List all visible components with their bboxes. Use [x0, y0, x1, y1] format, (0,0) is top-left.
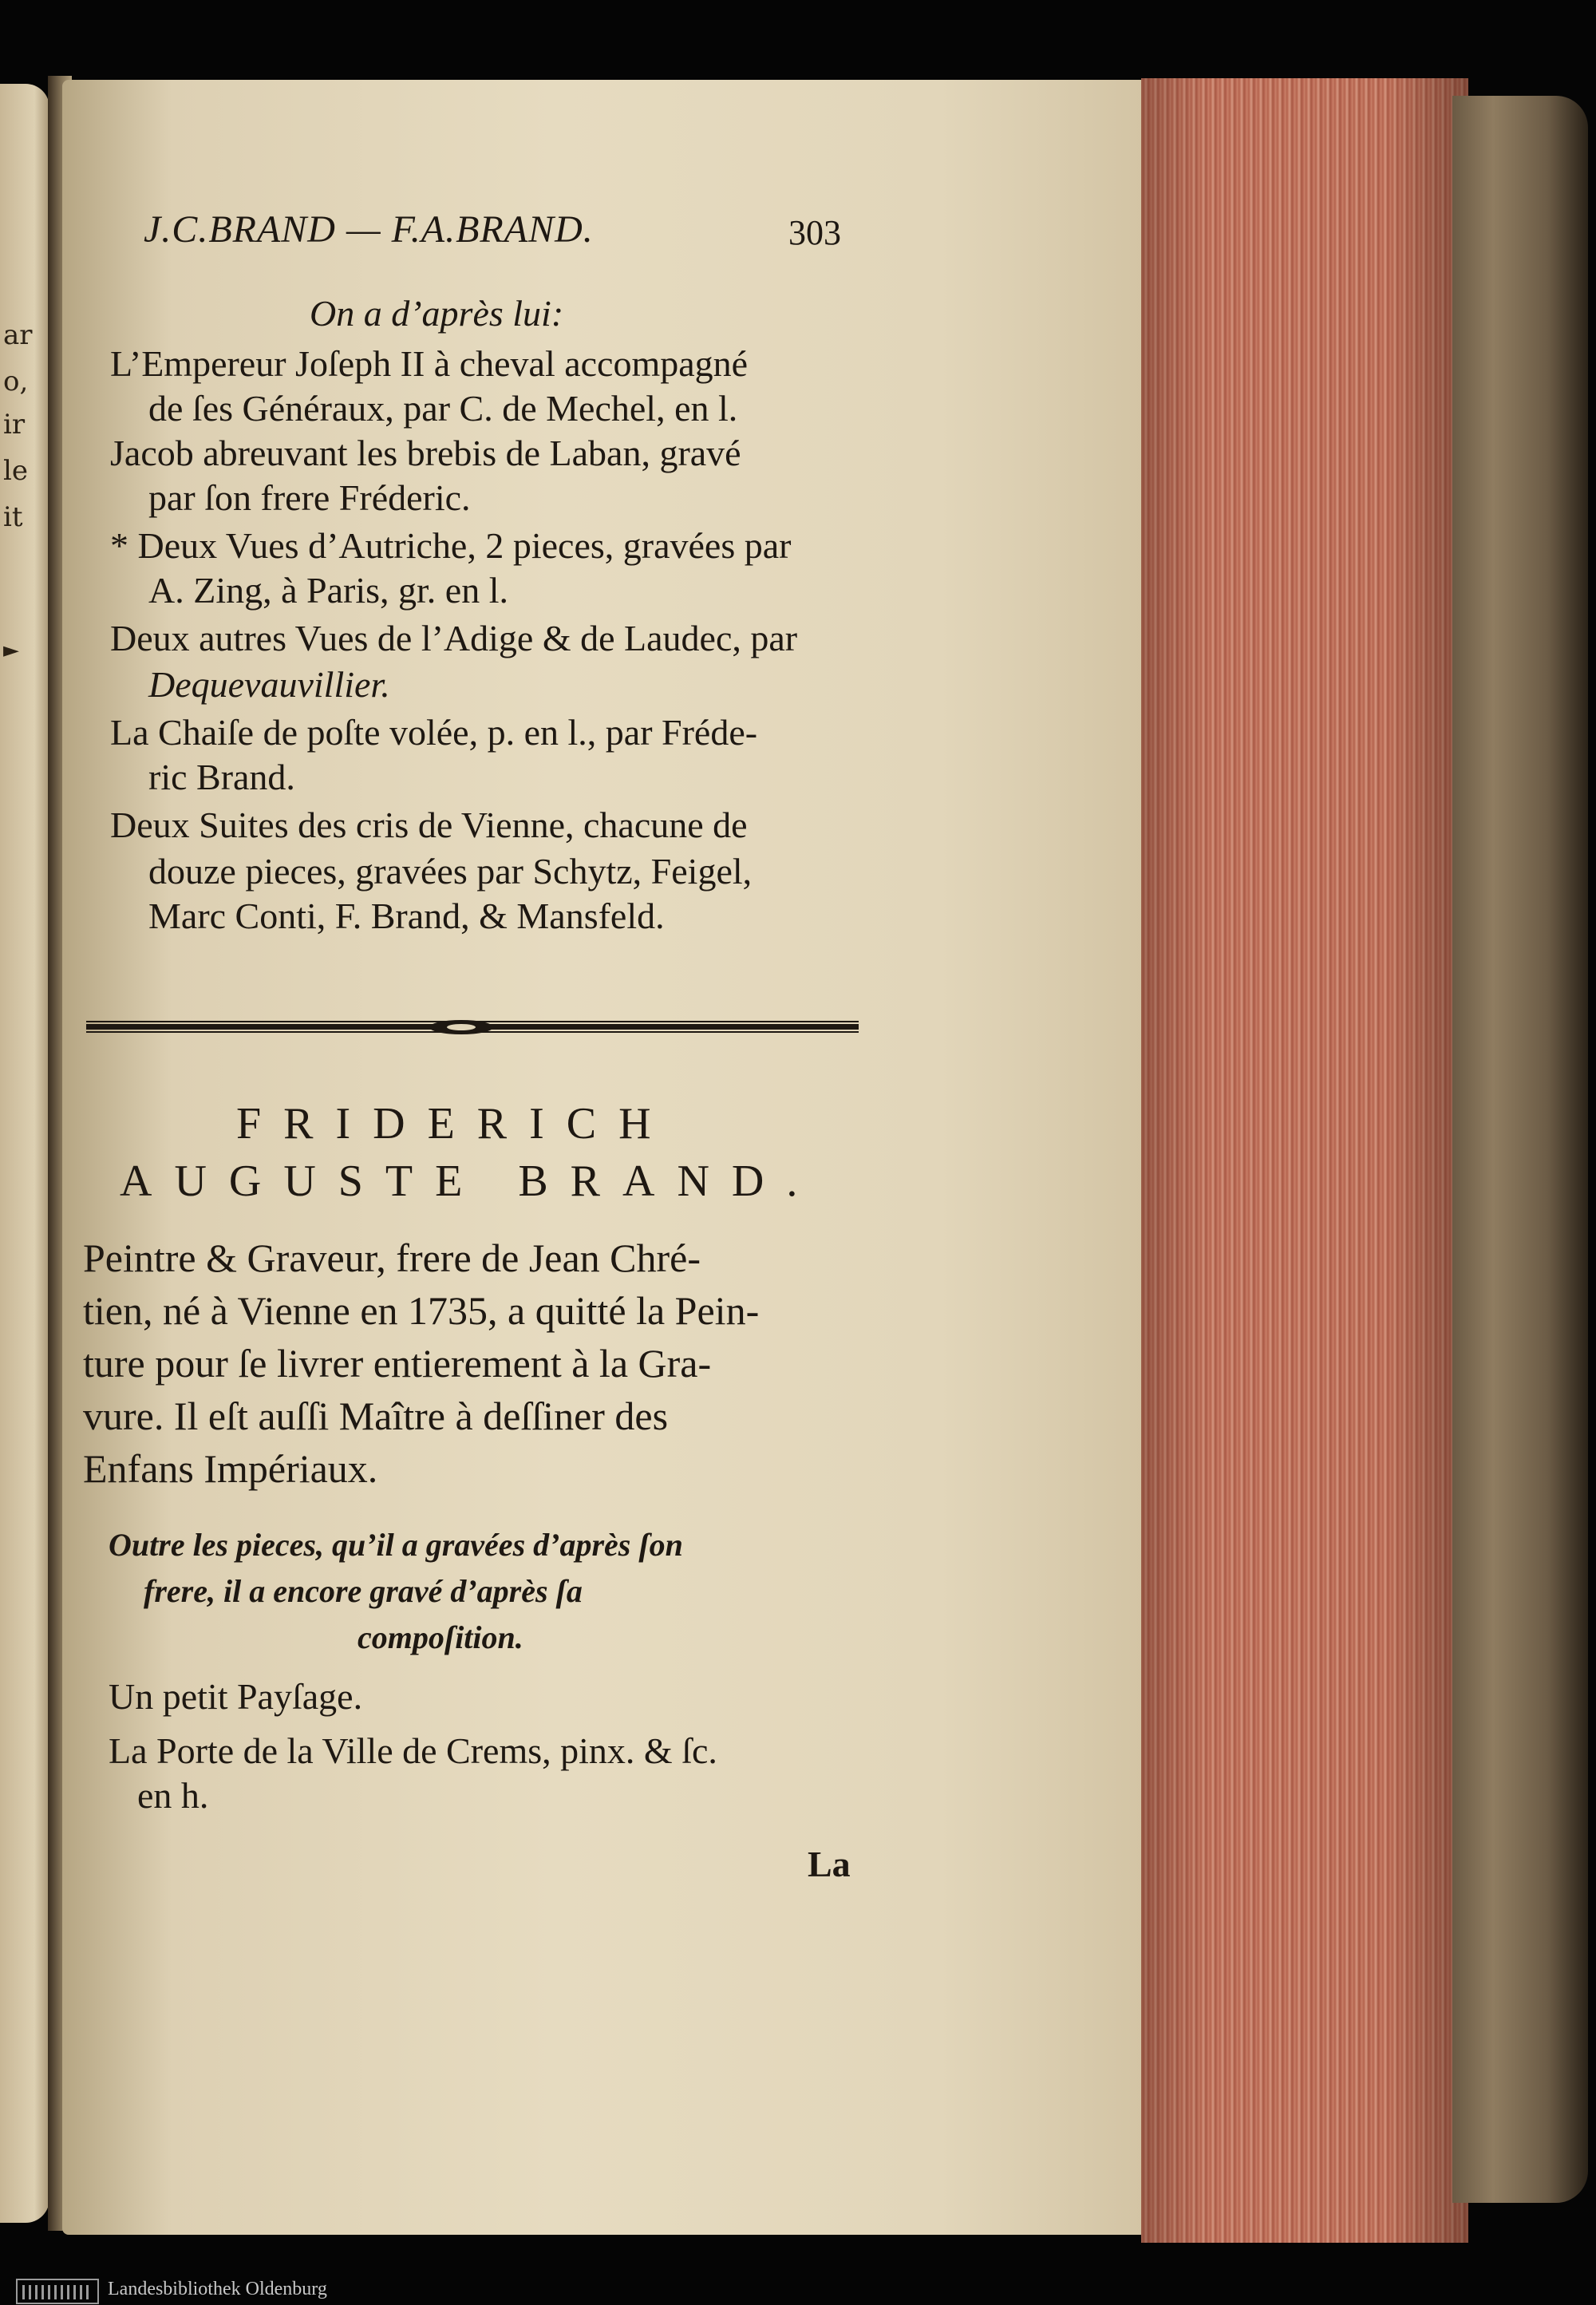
section-intro: On a d’après lui: [310, 293, 564, 334]
entry-line: La Porte de la Ville de Crems, pinx. & ſc. [109, 1730, 717, 1771]
biography-line: Peintre & Graveur, frere de Jean Chré- [83, 1236, 701, 1280]
entry-line: La Chaiſe de poſte volée, p. en l., par Fréde- [110, 712, 758, 753]
entry-line: par ſon frere Fréderic. [148, 477, 471, 518]
entry-line: A. Zing, à Paris, gr. en l. [148, 570, 508, 611]
catchword: La [808, 1844, 851, 1884]
biography-line: vure. Il eſt auſſi Maître à deſſiner des [83, 1394, 669, 1438]
artist-name-line1: FRIDERICH [236, 1099, 674, 1149]
entry-line: * Deux Vues d’Autriche, 2 pieces, gravées par [110, 525, 792, 566]
biography-line: tien, né à Vienne en 1735, a quitté la Pein- [83, 1288, 760, 1333]
entry-line: de ſes Généraux, par C. de Mechel, en l. [148, 388, 738, 429]
page-number: 303 [788, 213, 841, 252]
running-title: J.C.BRAND — F.A.BRAND. [144, 208, 594, 251]
ornamental-rule [86, 1020, 859, 1034]
page-block-edges [1141, 78, 1468, 2243]
entry-line: Deux autres Vues de l’Adige & de Laudec, par [110, 618, 798, 658]
entry-line: Deux Suites des cris de Vienne, chacune de [110, 805, 748, 845]
facing-page-edge [0, 84, 49, 2223]
entry-line: ric Brand. [148, 757, 295, 797]
facing-page-fragment: ir [3, 409, 26, 441]
entry-line: L’Empereur Joſeph II à cheval accompagné [110, 343, 749, 384]
section-intro: Outre les pieces, qu’il a gravées d’après ſon [109, 1527, 683, 1563]
section-intro: compoſition. [358, 1619, 523, 1655]
entry-line: Un petit Payſage. [109, 1676, 363, 1717]
library-name: Landesbibliothek Oldenburg [108, 2279, 327, 2299]
entry-line: en h. [137, 1775, 209, 1816]
facing-page-fragment: ar [3, 319, 33, 351]
facing-page-fragment: o, [3, 366, 29, 397]
artist-name-line2: AUGUSTE BRAND. [120, 1156, 820, 1206]
facing-page-fragment: it [3, 501, 23, 533]
entry-line: Dequevauvillier. [148, 664, 390, 705]
biography-line: ture pour ſe livrer entierement à la Gra- [83, 1341, 712, 1386]
entry-line: douze pieces, gravées par Schytz, Feigel, [148, 851, 753, 892]
facing-page-fragment: le [3, 455, 28, 487]
biography-line: Enfans Impériaux. [83, 1446, 378, 1491]
library-building-icon [16, 2279, 99, 2304]
entry-line: Jacob abreuvant les brebis de Laban, gravé [110, 433, 741, 473]
section-intro: frere, il a encore gravé d’après ſa [144, 1573, 583, 1609]
facing-page-fragment: ► [3, 639, 19, 662]
entry-line: Marc Conti, F. Brand, & Mansfeld. [148, 896, 665, 936]
book-binding [1452, 96, 1588, 2203]
